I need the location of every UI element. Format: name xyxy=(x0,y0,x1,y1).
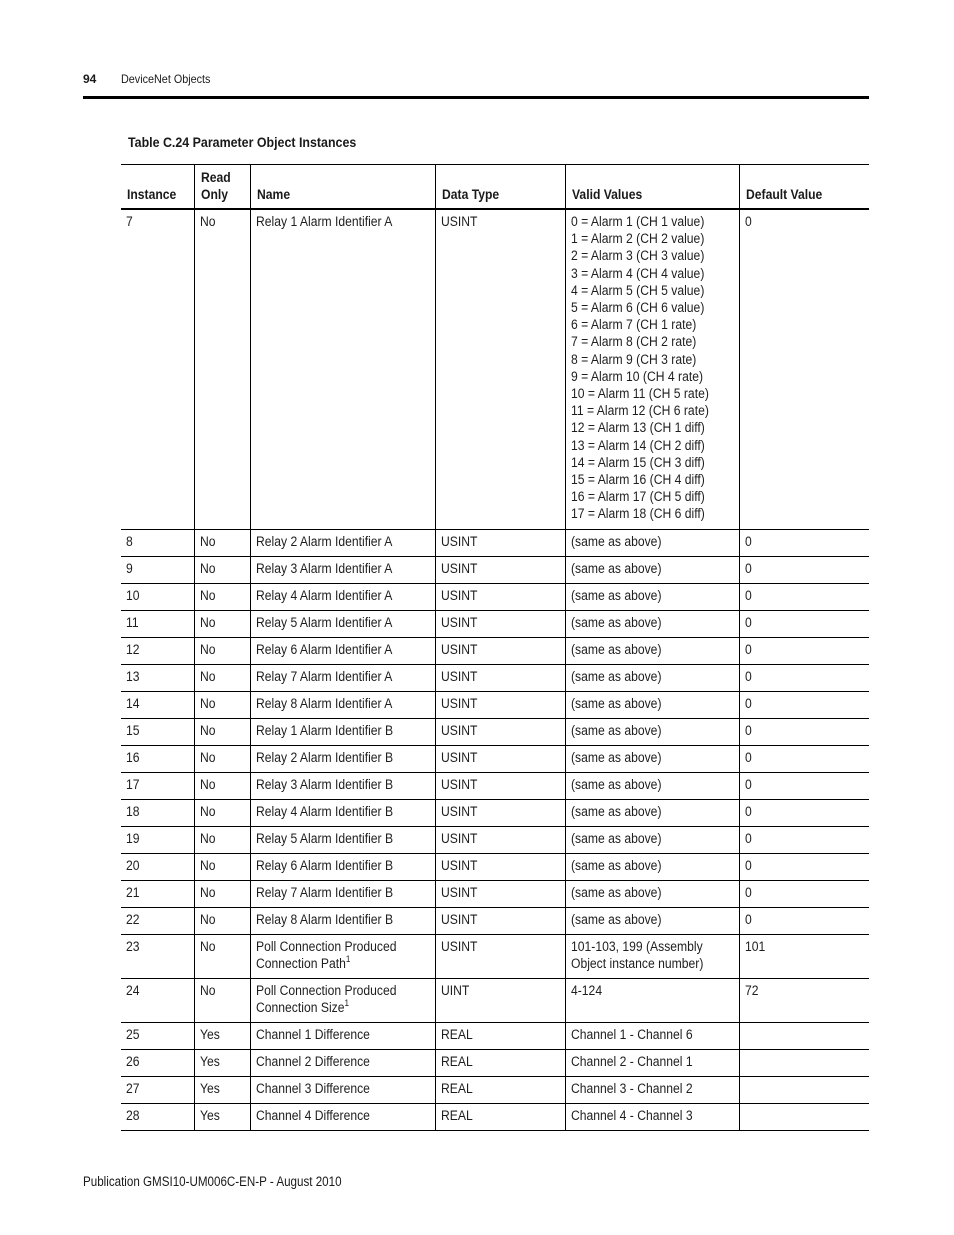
table-row xyxy=(121,772,869,799)
instance-cell: 17 xyxy=(126,776,140,792)
data-type-cell: USINT xyxy=(440,776,477,792)
read-only-cell: No xyxy=(199,857,216,873)
name-cell: Poll Connection Produced Connection Path$^1$ xyxy=(255,938,396,971)
instance-cell: 13 xyxy=(126,668,140,684)
name-cell: Channel 2 Difference xyxy=(255,1053,370,1069)
column-header-name: Name xyxy=(250,165,435,210)
valid-values-cell: Channel 1 - Channel 6 xyxy=(570,1026,693,1042)
valid-values-cell: (same as above) xyxy=(570,857,661,873)
instance-cell: 10 xyxy=(126,587,140,603)
name-cell: Relay 3 Alarm Identifier B xyxy=(255,776,393,792)
default-value-cell: 72 xyxy=(744,982,759,998)
read-only-cell: No xyxy=(199,214,216,229)
valid-value-item: 10 = Alarm 11 (CH 5 rate) xyxy=(570,386,709,402)
name-cell: Channel 3 Difference xyxy=(255,1080,370,1096)
valid-values-cell: (same as above) xyxy=(570,776,661,792)
footnote-marker: 1 xyxy=(343,997,349,1008)
default-value-cell: 0 xyxy=(744,857,752,873)
table-row xyxy=(121,529,869,556)
valid-values-cell: (same as above) xyxy=(570,803,661,819)
data-type-cell: USINT xyxy=(440,938,477,954)
instance-cell: 20 xyxy=(126,857,140,873)
instance-cell: 18 xyxy=(126,803,140,819)
default-value-cell: 0 xyxy=(744,614,752,630)
instance-cell: 21 xyxy=(126,884,140,900)
table-row xyxy=(121,556,869,583)
data-type-cell: USINT xyxy=(440,749,477,765)
valid-values-cell: Channel 4 - Channel 3 xyxy=(570,1107,693,1123)
name-cell: Poll Connection Produced Connection Size$^1$ xyxy=(255,982,396,1015)
instance-cell: 25 xyxy=(126,1026,140,1042)
data-type-cell: USINT xyxy=(440,587,477,603)
valid-value-item: 14 = Alarm 15 (CH 3 diff) xyxy=(570,454,705,470)
default-value-cell: 0 xyxy=(744,587,752,603)
valid-value-item: 17 = Alarm 18 (CH 6 diff) xyxy=(570,506,705,522)
header-rule xyxy=(83,96,869,99)
table-row xyxy=(121,934,869,978)
read-only-cell: No xyxy=(199,938,216,954)
valid-values-cell: (same as above) xyxy=(570,641,661,657)
valid-value-item: 11 = Alarm 12 (CH 6 rate) xyxy=(570,403,709,419)
table-row xyxy=(121,583,869,610)
name-cell: Relay 8 Alarm Identifier B xyxy=(255,911,393,927)
data-type-cell: USINT xyxy=(440,857,477,873)
valid-values-cell: 4-124 xyxy=(570,982,602,998)
valid-value-item: 6 = Alarm 7 (CH 1 rate) xyxy=(570,317,696,333)
data-type-cell: USINT xyxy=(440,560,477,576)
page-number: 94 xyxy=(83,72,97,86)
instance-cell: 24 xyxy=(126,982,140,998)
name-cell: Channel 1 Difference xyxy=(255,1026,370,1042)
valid-values-cell: Channel 3 - Channel 2 xyxy=(570,1080,693,1096)
footnote-marker: 1 xyxy=(345,953,350,964)
data-type-cell: REAL xyxy=(440,1026,473,1042)
name-cell: Relay 6 Alarm Identifier B xyxy=(255,857,393,873)
column-header-valid-values: Valid Values xyxy=(565,165,739,210)
name-cell: Relay 7 Alarm Identifier A xyxy=(255,668,392,684)
table-row xyxy=(121,1103,869,1130)
valid-values-cell: (same as above) xyxy=(570,830,661,846)
valid-values-list xyxy=(571,213,734,523)
default-value-cell: 0 xyxy=(744,668,752,684)
valid-values-cell: (same as above) xyxy=(570,614,661,630)
read-only-cell: No xyxy=(199,695,216,711)
read-only-cell: No xyxy=(199,641,216,657)
data-type-cell: USINT xyxy=(440,911,477,927)
instance-cell: 12 xyxy=(126,641,140,657)
valid-value-item: 4 = Alarm 5 (CH 5 value) xyxy=(570,282,704,298)
name-cell: Relay 1 Alarm Identifier A xyxy=(255,214,392,229)
read-only-cell: Yes xyxy=(199,1053,220,1069)
default-value-cell: 0 xyxy=(744,722,752,738)
default-value-cell: 0 xyxy=(744,911,752,927)
data-type-cell: REAL xyxy=(440,1053,473,1069)
read-only-cell: No xyxy=(199,668,216,684)
valid-value-item: 5 = Alarm 6 (CH 6 value) xyxy=(570,300,704,316)
table-row xyxy=(121,1049,869,1076)
valid-values-cell: (same as above) xyxy=(570,560,661,576)
valid-value-item: 16 = Alarm 17 (CH 5 diff) xyxy=(570,489,705,505)
name-cell: Relay 1 Alarm Identifier B xyxy=(255,722,393,738)
table-row xyxy=(121,637,869,664)
table-row xyxy=(121,978,869,1022)
default-value-cell: 0 xyxy=(744,830,752,846)
data-type-cell: USINT xyxy=(440,668,477,684)
data-type-cell: REAL xyxy=(440,1107,473,1123)
instance-cell: 7 xyxy=(126,214,133,229)
instance-cell: 15 xyxy=(126,722,140,738)
instance-cell: 26 xyxy=(126,1053,140,1069)
data-type-cell: USINT xyxy=(440,722,477,738)
read-only-cell: No xyxy=(199,614,216,630)
instance-cell: 22 xyxy=(126,911,140,927)
column-header-instance: Instance xyxy=(121,165,194,210)
data-type-cell: USINT xyxy=(440,884,477,900)
footer-publication: Publication GMSI10-UM006C-EN-P - August 2010 xyxy=(83,1174,342,1189)
table-row xyxy=(121,691,869,718)
data-type-cell: USINT xyxy=(440,830,477,846)
parameter-object-table xyxy=(121,164,869,1131)
instance-cell: 9 xyxy=(126,560,133,576)
valid-value-item: 12 = Alarm 13 (CH 1 diff) xyxy=(570,420,705,436)
name-cell: Relay 2 Alarm Identifier B xyxy=(255,749,393,765)
data-type-cell: USINT xyxy=(440,641,477,657)
read-only-cell: No xyxy=(199,722,216,738)
data-type-cell: USINT xyxy=(440,695,477,711)
default-value-cell: 0 xyxy=(744,803,752,819)
table-row xyxy=(121,907,869,934)
column-header-read-only: Read Only xyxy=(194,165,250,210)
name-cell: Relay 5 Alarm Identifier A xyxy=(255,614,392,630)
default-value-cell: 0 xyxy=(744,749,752,765)
table-row xyxy=(121,826,869,853)
valid-values-cell: (same as above) xyxy=(570,749,661,765)
read-only-cell: No xyxy=(199,560,216,576)
name-cell: Relay 3 Alarm Identifier A xyxy=(255,560,392,576)
instance-cell: 28 xyxy=(126,1107,140,1123)
table-row xyxy=(121,209,869,529)
name-cell: Relay 4 Alarm Identifier A xyxy=(255,587,392,603)
valid-value-item: 3 = Alarm 4 (CH 4 value) xyxy=(570,265,704,281)
valid-values-cell: (same as above) xyxy=(570,533,661,549)
read-only-cell: Yes xyxy=(199,1026,220,1042)
valid-values-cell: (same as above) xyxy=(570,884,661,900)
data-type-cell: REAL xyxy=(440,1080,473,1096)
valid-value-item: 1 = Alarm 2 (CH 2 value) xyxy=(570,231,704,247)
table-header-row xyxy=(121,165,869,210)
read-only-cell: Yes xyxy=(199,1080,220,1096)
valid-value-item: 9 = Alarm 10 (CH 4 rate) xyxy=(570,368,703,384)
data-type-cell: USINT xyxy=(440,803,477,819)
default-value-cell: 0 xyxy=(744,641,752,657)
table-row xyxy=(121,853,869,880)
default-value-cell: 0 xyxy=(744,560,752,576)
name-cell: Relay 2 Alarm Identifier A xyxy=(255,533,392,549)
table-row xyxy=(121,664,869,691)
valid-values-cell: (same as above) xyxy=(570,911,661,927)
valid-value-item: 8 = Alarm 9 (CH 3 rate) xyxy=(570,351,696,367)
name-cell: Relay 8 Alarm Identifier A xyxy=(255,695,392,711)
default-value-cell: 0 xyxy=(744,776,752,792)
instance-cell: 16 xyxy=(126,749,140,765)
default-value-cell: 0 xyxy=(744,533,752,549)
instance-cell: 11 xyxy=(126,614,139,630)
read-only-cell: Yes xyxy=(199,1107,220,1123)
instance-cell: 27 xyxy=(126,1080,140,1096)
read-only-cell: No xyxy=(199,776,216,792)
name-cell: Relay 7 Alarm Identifier B xyxy=(255,884,393,900)
read-only-cell: No xyxy=(199,533,216,549)
valid-value-item: 0 = Alarm 1 (CH 1 value) xyxy=(570,214,704,229)
valid-value-item: 7 = Alarm 8 (CH 2 rate) xyxy=(570,334,696,350)
read-only-cell: No xyxy=(199,803,216,819)
read-only-cell: No xyxy=(199,587,216,603)
read-only-cell: No xyxy=(199,830,216,846)
table-row xyxy=(121,1022,869,1049)
instance-cell: 14 xyxy=(126,695,140,711)
data-type-cell: USINT xyxy=(440,614,477,630)
table-caption: Table C.24 Parameter Object Instances xyxy=(128,135,357,150)
instance-cell: 23 xyxy=(126,938,140,954)
default-value-cell: 0 xyxy=(744,884,752,900)
name-cell: Relay 4 Alarm Identifier B xyxy=(255,803,393,819)
default-value-cell: 0 xyxy=(744,695,752,711)
default-value-cell: 101 xyxy=(744,938,765,954)
valid-value-item: 2 = Alarm 3 (CH 3 value) xyxy=(570,248,704,264)
data-type-cell: USINT xyxy=(440,214,477,229)
data-type-cell: USINT xyxy=(440,533,477,549)
column-header-default-value: Default Value xyxy=(739,165,869,210)
valid-values-cell: (same as above) xyxy=(570,587,661,603)
name-cell: Relay 5 Alarm Identifier B xyxy=(255,830,393,846)
default-value-cell: 0 xyxy=(744,214,752,229)
valid-values-cell: Channel 2 - Channel 1 xyxy=(570,1053,693,1069)
valid-values-cell: (same as above) xyxy=(570,722,661,738)
instance-cell: 8 xyxy=(126,533,133,549)
valid-values-cell: (same as above) xyxy=(570,668,661,684)
instance-cell: 19 xyxy=(126,830,140,846)
valid-values-cell: (same as above) xyxy=(570,695,661,711)
valid-value-item: 15 = Alarm 16 (CH 4 diff) xyxy=(570,472,705,488)
table-row xyxy=(121,610,869,637)
name-cell: Channel 4 Difference xyxy=(255,1107,370,1123)
table-row xyxy=(121,880,869,907)
table-row xyxy=(121,799,869,826)
table-row xyxy=(121,1076,869,1103)
read-only-cell: No xyxy=(199,749,216,765)
table-row xyxy=(121,718,869,745)
valid-value-item: 13 = Alarm 14 (CH 2 diff) xyxy=(570,437,705,453)
section-title: DeviceNet Objects xyxy=(121,72,211,86)
read-only-cell: No xyxy=(199,982,216,998)
name-cell: Relay 6 Alarm Identifier A xyxy=(255,641,392,657)
column-header-data-type: Data Type xyxy=(435,165,565,210)
read-only-cell: No xyxy=(199,911,216,927)
table-row xyxy=(121,745,869,772)
valid-values-cell: 101-103, 199 (Assembly Object instance number) xyxy=(570,938,703,971)
read-only-cell: No xyxy=(199,884,216,900)
data-type-cell: UINT xyxy=(440,982,469,998)
